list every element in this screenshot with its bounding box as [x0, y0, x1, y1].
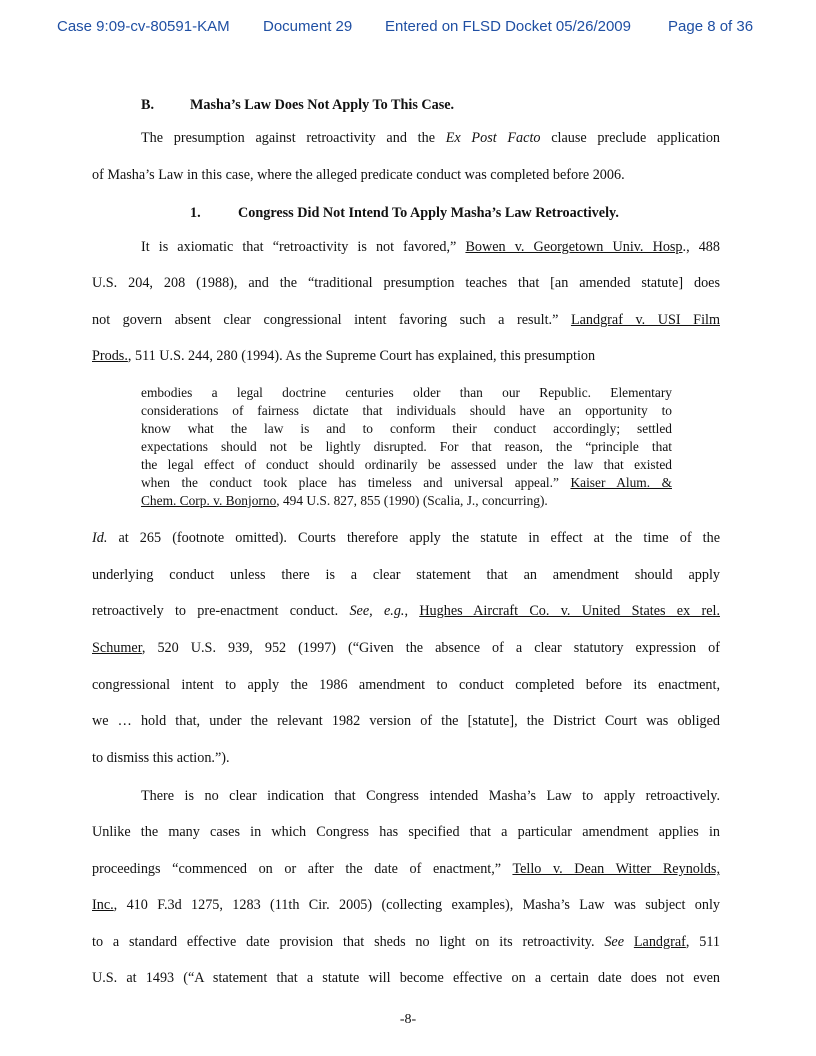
- paragraph-line: It is axiomatic that “retroactivity is not favored,” Bowen v. Georgetown Univ. Hosp., 488: [141, 239, 720, 255]
- case-citation: Bowen v. Georgetown Univ. Hosp: [465, 239, 683, 255]
- block-quote-line: when the conduct took place has timeless and universal appeal.” Kaiser Alum. &: [141, 475, 672, 490]
- paragraph-line: proceedings “commenced on or after the date of enactment,” Tello v. Dean Witter Reynolds,: [92, 861, 720, 877]
- paragraph-line: U.S. at 1493 (“A statement that a statute will become effective on a certain date does not even: [92, 970, 720, 986]
- paragraph-line: to dismiss this action.”).: [92, 750, 230, 766]
- paragraph-line: congressional intent to apply the 1986 amendment to conduct completed before its enactment,: [92, 677, 720, 693]
- case-citation: Kaiser Alum. &: [570, 475, 672, 490]
- paragraph-line: to a standard effective date provision that sheds no light on its retroactivity. See Landgraf, 511: [92, 934, 721, 950]
- case-citation: Hughes Aircraft Co. v. United States ex rel.: [419, 603, 720, 619]
- block-quote-line: expectations should not be lightly disrupted. For that reason, the “principle that: [141, 439, 672, 454]
- paragraph-line: Prods., 511 U.S. 244, 280 (1994). As the Supreme Court has explained, this presumption: [92, 348, 596, 364]
- paragraph-line: Inc., 410 F.3d 1275, 1283 (11th Cir. 2005) (collecting examples), Masha’s Law was subject only: [92, 897, 720, 913]
- case-citation: Landgraf v. USI Film: [570, 312, 720, 328]
- paragraph-line: underlying conduct unless there is a clear statement that an amendment should apply: [92, 567, 720, 583]
- block-quote-line: know what the law is and to conform their conduct accordingly; settled: [141, 421, 672, 436]
- case-citation: Prods.: [92, 348, 128, 364]
- paragraph-line: not govern absent clear congressional intent favoring such a result.” Landgraf v. USI Film: [92, 312, 720, 328]
- paragraph-line: The presumption against retroactivity and the Ex Post Facto clause preclude application: [141, 130, 721, 146]
- case-citation: Chem. Corp. v. Bonjorno: [141, 493, 277, 508]
- paragraph-line: U.S. 204, 208 (1988), and the “traditional presumption teaches that [an amended statute] does: [92, 275, 720, 291]
- document-number: Document 29: [263, 18, 353, 35]
- section-1-title: Congress Did Not Intend To Apply Masha’s Law Retroactively.: [238, 205, 619, 221]
- paragraph-line: retroactively to pre-enactment conduct. See, e.g., Hughes Aircraft Co. v. United States ex rel.: [92, 603, 720, 619]
- page-count: Page 8 of 36: [668, 18, 754, 35]
- paragraph-line: Schumer, 520 U.S. 939, 952 (1997) (“Given the absence of a clear statutory expression of: [92, 640, 720, 656]
- block-quote-line: the legal effect of conduct should ordinarily be assessed under the law that existed: [141, 457, 672, 472]
- paragraph-line: Unlike the many cases in which Congress has specified that a particular amendment applies in: [92, 824, 720, 840]
- case-number: Case 9:09-cv-80591-KAM: [57, 18, 230, 35]
- paragraph-line: we … hold that, under the relevant 1982 version of the [statute], the District Court was obliged: [92, 713, 720, 729]
- block-quote-line: embodies a legal doctrine centuries older than our Republic. Elementary: [141, 385, 672, 400]
- paragraph-line: of Masha’s Law in this case, where the alleged predicate conduct was completed before 2006.: [92, 167, 625, 183]
- paragraph-line: Id. at 265 (footnote omitted). Courts therefore apply the statute in effect at the time of the: [92, 530, 720, 546]
- docket-entry-date: Entered on FLSD Docket 05/26/2009: [385, 18, 631, 35]
- section-1-label: 1.: [190, 205, 201, 221]
- case-citation: Inc.: [92, 897, 114, 913]
- block-quote-line: considerations of fairness dictate that individuals should have an opportunity to: [141, 403, 672, 418]
- docket-header: [0, 18, 816, 40]
- case-citation: Schumer: [92, 640, 142, 656]
- paragraph-line: There is no clear indication that Congress intended Masha’s Law to apply retroactively.: [141, 788, 720, 804]
- page-number: -8-: [399, 1012, 417, 1027]
- case-citation: Tello v. Dean Witter Reynolds,: [512, 861, 720, 877]
- block-quote-line: Chem. Corp. v. Bonjorno, 494 U.S. 827, 855 (1990) (Scalia, J., concurring).: [141, 493, 548, 508]
- section-b-label: B.: [141, 97, 155, 113]
- case-citation: Landgraf: [633, 934, 686, 950]
- section-b-title: Masha’s Law Does Not Apply To This Case.: [190, 97, 455, 113]
